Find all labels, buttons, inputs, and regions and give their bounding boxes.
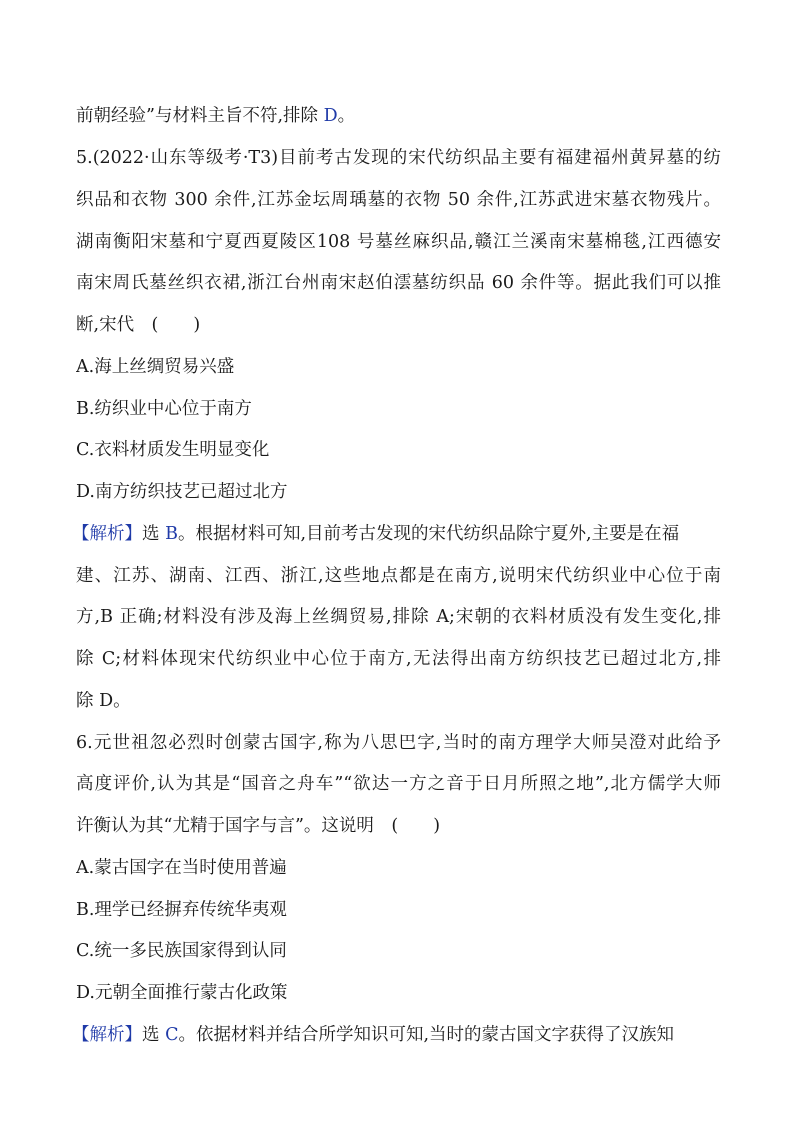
analysis-line: 建、江苏、湖南、江西、浙江,这些地点都是在南方,说明宋代纺织业中心位于南	[76, 566, 721, 586]
text-segment: 。根据材料可知,目前考古发现的宋代纺织品除宁夏外,主要是在福	[177, 524, 680, 544]
option-d: D.南方纺织技艺已超过北方	[76, 482, 288, 502]
option-c: C.衣料材质发生明显变化	[76, 440, 270, 460]
question-5-stem-line: 5.(2022·山东等级考·T3)目前考古发现的宋代纺织品主要有福建福州黄昇墓的纺	[76, 148, 721, 168]
question-5-stem-line: 南宋周氏墓丝织衣裙,浙江台州南宋赵伯澐墓纺织品 60 余件等。据此我们可以推	[76, 273, 721, 293]
answer-letter: B	[165, 524, 178, 544]
analysis-line: 除 D。	[76, 691, 131, 711]
analysis-tag: 【解析】	[72, 1025, 142, 1045]
question-5-stem-line: 湖南衡阳宋墓和宁夏西夏陵区108 号墓丝麻织品,赣江兰溪南宋墓棉毯,江西德安	[76, 232, 721, 252]
question-5-stem-line: 织品和衣物 300 余件,江苏金坛周瑀墓的衣物 50 余件,江苏武进宋墓衣物残片。	[76, 190, 721, 210]
analysis-line: 除 C;材料体现宋代纺织业中心位于南方,无法得出南方纺织技艺已超过北方,排	[76, 649, 721, 669]
option-a: A.蒙古国字在当时使用普遍	[76, 858, 287, 878]
answer-letter: D	[323, 106, 338, 126]
text-segment: 。依据材料并结合所学知识可知,当时的蒙古国文字获得了汉族知	[178, 1025, 675, 1045]
text-segment: 选	[142, 524, 166, 544]
question-6-stem-line: 6.元世祖忽必烈时创蒙古国字,称为八思巴字,当时的南方理学大师吴澄对此给予	[76, 733, 721, 753]
text-segment: 。	[337, 106, 356, 126]
question-6-stem-line: 许衡认为其“尤精于国字与言”。这说明 ( )	[76, 816, 441, 836]
analysis-line: 方,B 正确;材料没有涉及海上丝绸贸易,排除 A;宋朝的衣料材质没有发生变化,排	[76, 607, 721, 627]
option-d: D.元朝全面推行蒙古化政策	[76, 983, 288, 1003]
question-6-stem-line: 高度评价,认为其是“国音之舟车”“欲达一方之音于日月所照之地”,北方儒学大师	[76, 774, 721, 794]
text-segment: 选	[142, 1025, 166, 1045]
option-c: C.统一多民族国家得到认同	[76, 941, 287, 961]
question-5-stem-line: 断,宋代 ( )	[76, 315, 201, 335]
option-b: B.纺织业中心位于南方	[76, 399, 252, 419]
answer-letter: C	[165, 1025, 179, 1045]
analysis-tag: 【解析】	[72, 524, 142, 544]
option-a: A.海上丝绸贸易兴盛	[76, 357, 235, 377]
analysis-line	[72, 522, 722, 546]
option-b: B.理学已经摒弃传统华夷观	[76, 900, 287, 920]
analysis-line	[72, 1023, 722, 1047]
text-line	[76, 104, 721, 128]
text-segment: 前朝经验”与材料主旨不符,排除	[76, 106, 324, 126]
